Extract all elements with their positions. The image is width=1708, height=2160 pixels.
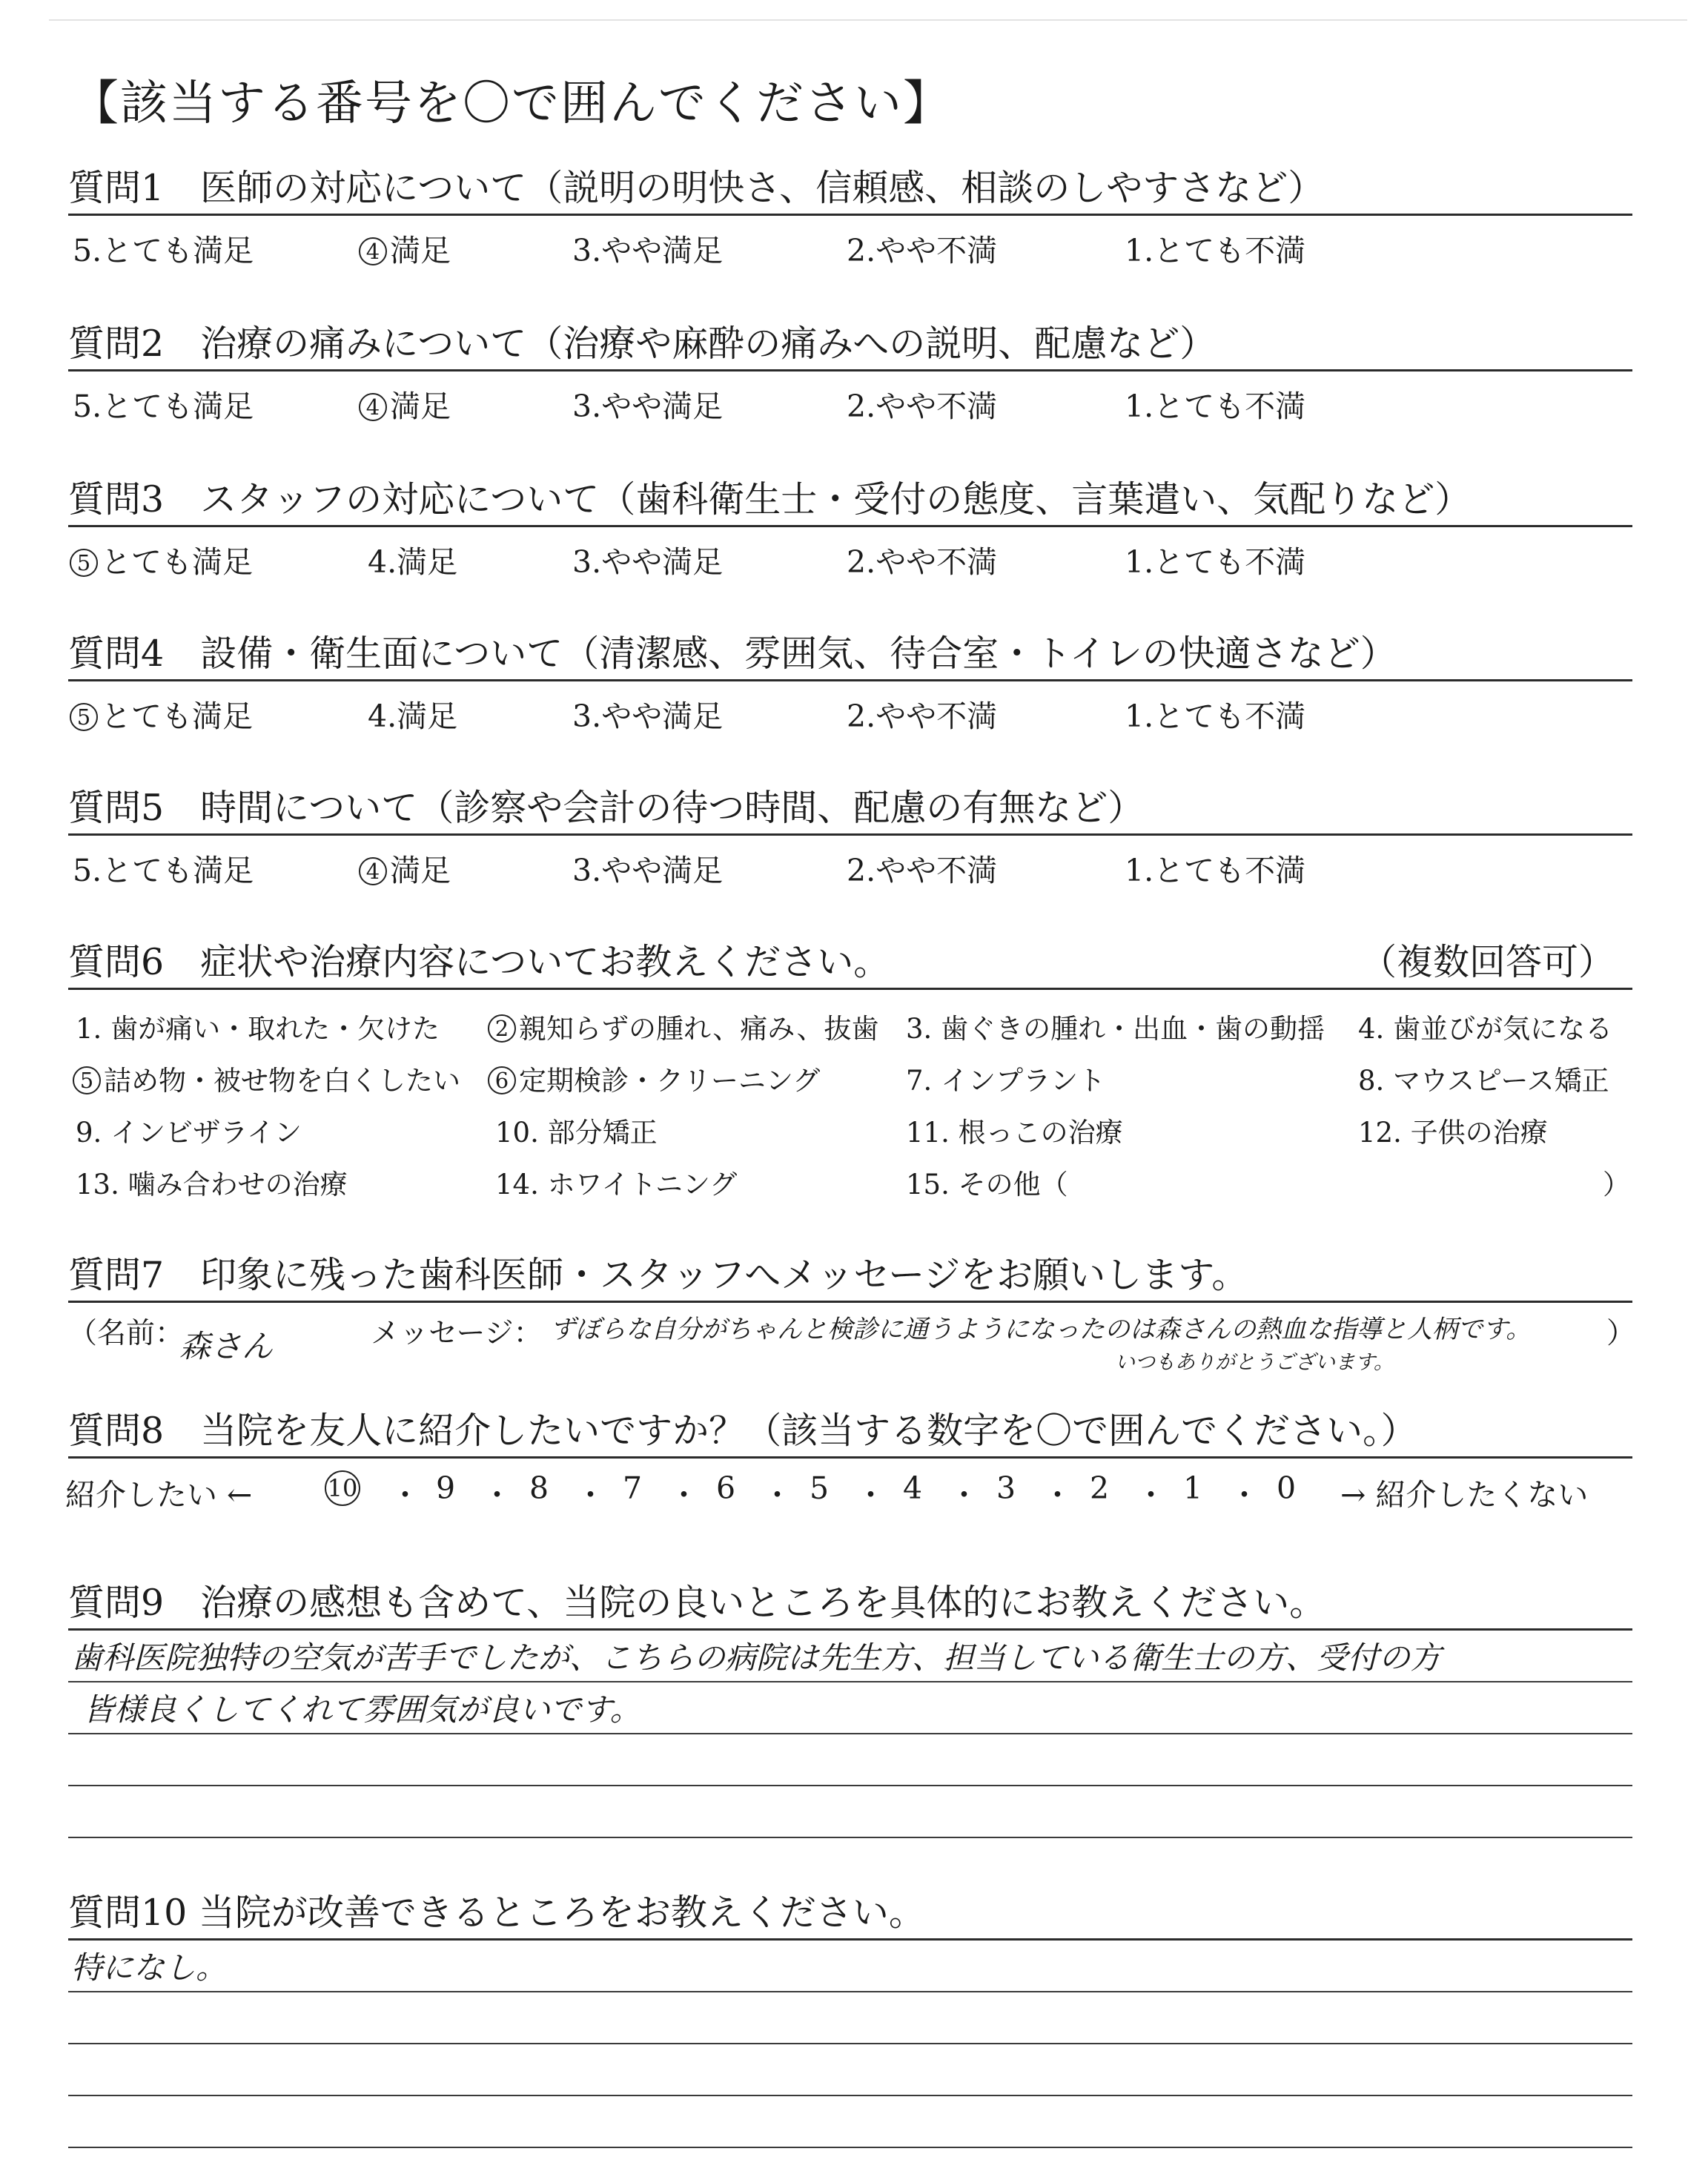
answer-circle: 4: [359, 237, 387, 265]
option-3[interactable]: 3.やや満足: [572, 853, 724, 888]
answer-line: [68, 1786, 1632, 1838]
question-8-title: 質問8 当院を友人に紹介したいですか？（該当する数字を〇で囲んでください。）: [68, 1410, 1417, 1452]
answer-text-line-1: 歯科医院独特の空気が苦手でしたが、こちらの病院は先生方、担当している衛生士の方、受付の方: [71, 1639, 1442, 1676]
question-7: [68, 1250, 1636, 1384]
scale-6[interactable]: 6: [716, 1470, 736, 1506]
answer-line: [68, 1682, 1632, 1734]
q6-option-10[interactable]: 10. 部分矯正: [495, 1117, 658, 1149]
scale-left-label: 紹介したい ←: [65, 1477, 253, 1513]
answer-line: [68, 1941, 1632, 1992]
option-1[interactable]: 1.とても不満: [1125, 544, 1306, 580]
option-1[interactable]: 1.とても不満: [1125, 698, 1306, 734]
scale-3[interactable]: 3: [996, 1470, 1016, 1506]
q6-option-9[interactable]: 9. インビザライン: [76, 1117, 302, 1149]
answer-circle: 2: [488, 1014, 516, 1043]
q6-option-11[interactable]: 11. 根っこの治療: [906, 1117, 1123, 1149]
question-7-title: 質問7 印象に残った歯科医師・スタッフへメッセージをお願いします。: [68, 1254, 1248, 1296]
multiple-answers-note: （複数回答可）: [1360, 941, 1615, 983]
option-2[interactable]: 2.やや不満: [847, 233, 998, 268]
question-2-title: 質問2 治療の痛みについて（治療や麻酔の痛みへの説明、配慮など）: [68, 323, 1217, 365]
name-label: （名前：: [68, 1317, 185, 1350]
q6-option-3[interactable]: 3. 歯ぐきの腫れ・出血・歯の動揺: [906, 1013, 1325, 1045]
option-1[interactable]: 1.とても不満: [1125, 389, 1306, 424]
question-5-title: 質問5 時間について（診察や会計の待つ時間、配慮の有無など）: [68, 787, 1145, 829]
question-9-answer-area[interactable]: [68, 1631, 1632, 1838]
q6-option-14[interactable]: 14. ホワイトニング: [495, 1169, 738, 1200]
question-6-title: 質問6 症状や治療内容についてお教えください。 （複数回答可）: [68, 937, 1632, 988]
name-value[interactable]: 森さん: [179, 1328, 274, 1364]
q6-option-5-circled[interactable]: 5 詰め物・被せ物を白くしたい: [73, 1058, 460, 1098]
question-3-title: 質問3 スタッフの対応について（歯科衛生士・受付の態度、言葉遣い、気配りなど）: [68, 478, 1472, 521]
scale-8[interactable]: 8: [529, 1470, 549, 1506]
question-1-title: 質問1 医師の対応について（説明の明快さ、信頼感、相談のしやすさなど）: [68, 167, 1325, 209]
option-5[interactable]: 5.とても満足: [73, 853, 254, 888]
question-2-options: [68, 371, 1632, 423]
option-2[interactable]: 2.やや不満: [847, 544, 998, 580]
question-1: [68, 163, 1632, 268]
option-5-circled[interactable]: 5 とても満足: [70, 692, 253, 736]
question-5-options: [68, 836, 1632, 888]
answer-circle: 6: [488, 1066, 516, 1094]
answer-line: [68, 2044, 1632, 2096]
answer-line: [68, 2096, 1632, 2148]
question-6-options: [68, 990, 1632, 1200]
option-5[interactable]: 5.とても満足: [73, 389, 254, 424]
message-value[interactable]: ずぼらな自分がちゃんと検診に通うようになったのは森さんの熱血な指導と人柄です。: [550, 1315, 1532, 1344]
option-4-circled[interactable]: 4 満足: [359, 226, 451, 270]
option-3[interactable]: 3.やや満足: [572, 544, 724, 580]
scale-4[interactable]: 4: [903, 1470, 923, 1506]
answer-line: [68, 1992, 1632, 2044]
question-5: [68, 783, 1632, 888]
message-close-paren: ）: [1606, 1317, 1636, 1350]
option-2[interactable]: 2.やや不満: [847, 853, 998, 888]
option-3[interactable]: 3.やや満足: [572, 233, 724, 268]
option-4-circled[interactable]: 4 満足: [359, 846, 451, 890]
option-2[interactable]: 2.やや不満: [847, 698, 998, 734]
top-rule: [49, 19, 1687, 21]
option-3[interactable]: 3.やや満足: [572, 698, 724, 734]
scale-7[interactable]: 7: [623, 1470, 643, 1506]
recommend-scale: 紹介したい ← 10 ・ 9 ・ 8 ・ 7 ・ 6 ・ 5 ・ 4 ・ 3 ・ 2 ・ 1 ・ 0 → 紹介したくない: [65, 1470, 1589, 1513]
scale-0[interactable]: 0: [1277, 1470, 1297, 1506]
answer-circle: 5: [70, 703, 98, 731]
answer-circle: 5: [73, 1066, 101, 1094]
question-10: [68, 1888, 1632, 2148]
q6-option-15[interactable]: 15. その他（: [906, 1169, 1068, 1200]
option-5[interactable]: 5.とても満足: [73, 233, 254, 268]
answer-line: [68, 1631, 1632, 1682]
question-2: [68, 319, 1632, 423]
option-4[interactable]: 4.満足: [368, 698, 458, 734]
q6-option-7[interactable]: 7. インプラント: [906, 1065, 1106, 1097]
question-4-title: 質問4 設備・衛生面について（清潔感、雰囲気、待合室・トイレの快適さなど）: [68, 633, 1397, 675]
option-4-circled[interactable]: 4 満足: [359, 382, 451, 426]
option-1[interactable]: 1.とても不満: [1125, 233, 1306, 268]
question-9-title: 質問9 治療の感想も含めて、当院の良いところを具体的にお教えください。: [68, 1582, 1326, 1624]
answer-circle: 4: [359, 393, 387, 421]
answer-line: [68, 1734, 1632, 1786]
question-8: [65, 1406, 1632, 1525]
option-4[interactable]: 4.満足: [368, 544, 458, 580]
question-10-answer-area[interactable]: [68, 1941, 1632, 2148]
question-3-options: [68, 527, 1632, 579]
q6-other-close-paren: ）: [1603, 1169, 1630, 1200]
q6-option-8[interactable]: 8. マウスピース矯正: [1358, 1065, 1609, 1097]
answer-circle: 4: [359, 857, 387, 885]
q6-option-2-circled[interactable]: 2 親知らずの腫れ、痛み、抜歯: [488, 1006, 878, 1046]
q6-option-6-circled[interactable]: 6 定期検診・クリーニング: [488, 1058, 820, 1098]
scale-9[interactable]: 9: [436, 1470, 456, 1506]
question-6: [68, 937, 1632, 1200]
q6-option-13[interactable]: 13. 噛み合わせの治療: [76, 1169, 348, 1200]
scale-1[interactable]: 1: [1183, 1470, 1203, 1506]
message-value-line2[interactable]: いつもありがとうございます。: [1115, 1351, 1394, 1374]
question-4-options: [68, 681, 1632, 733]
scale-2[interactable]: 2: [1090, 1470, 1110, 1506]
answer-circle: 10: [325, 1470, 360, 1506]
question-9: [68, 1578, 1632, 1838]
option-5-circled[interactable]: 5 とても満足: [70, 538, 253, 581]
answer-text-line-2: 皆様良くしてくれて雰囲気が良いです。: [83, 1691, 641, 1728]
q6-option-1[interactable]: 1. 歯が痛い・取れた・欠けた: [76, 1013, 440, 1045]
scale-10-circled[interactable]: [325, 1470, 363, 1506]
answer-text-line-1: 特になし。: [71, 1949, 228, 1986]
q6-option-4[interactable]: 4. 歯並びが気になる: [1358, 1013, 1613, 1045]
message-label: メッセージ：: [371, 1317, 543, 1350]
answer-circle: 5: [70, 549, 98, 577]
option-1[interactable]: 1.とても不満: [1125, 853, 1306, 888]
scale-right-label: → 紹介したくない: [1340, 1477, 1589, 1513]
question-4: [68, 629, 1632, 733]
question-10-title: 質問10 当院が改善できるところをお教えください。: [68, 1892, 925, 1934]
q6-option-12[interactable]: 12. 子供の治療: [1358, 1117, 1548, 1149]
option-3[interactable]: 3.やや満足: [572, 389, 724, 424]
question-7-answer: [68, 1303, 1636, 1384]
question-1-options: [68, 216, 1632, 268]
question-3: [68, 475, 1632, 579]
scale-5[interactable]: 5: [810, 1470, 830, 1506]
option-2[interactable]: 2.やや不満: [847, 389, 998, 424]
page-title: 【該当する番号を〇で囲んでください】: [71, 76, 952, 131]
